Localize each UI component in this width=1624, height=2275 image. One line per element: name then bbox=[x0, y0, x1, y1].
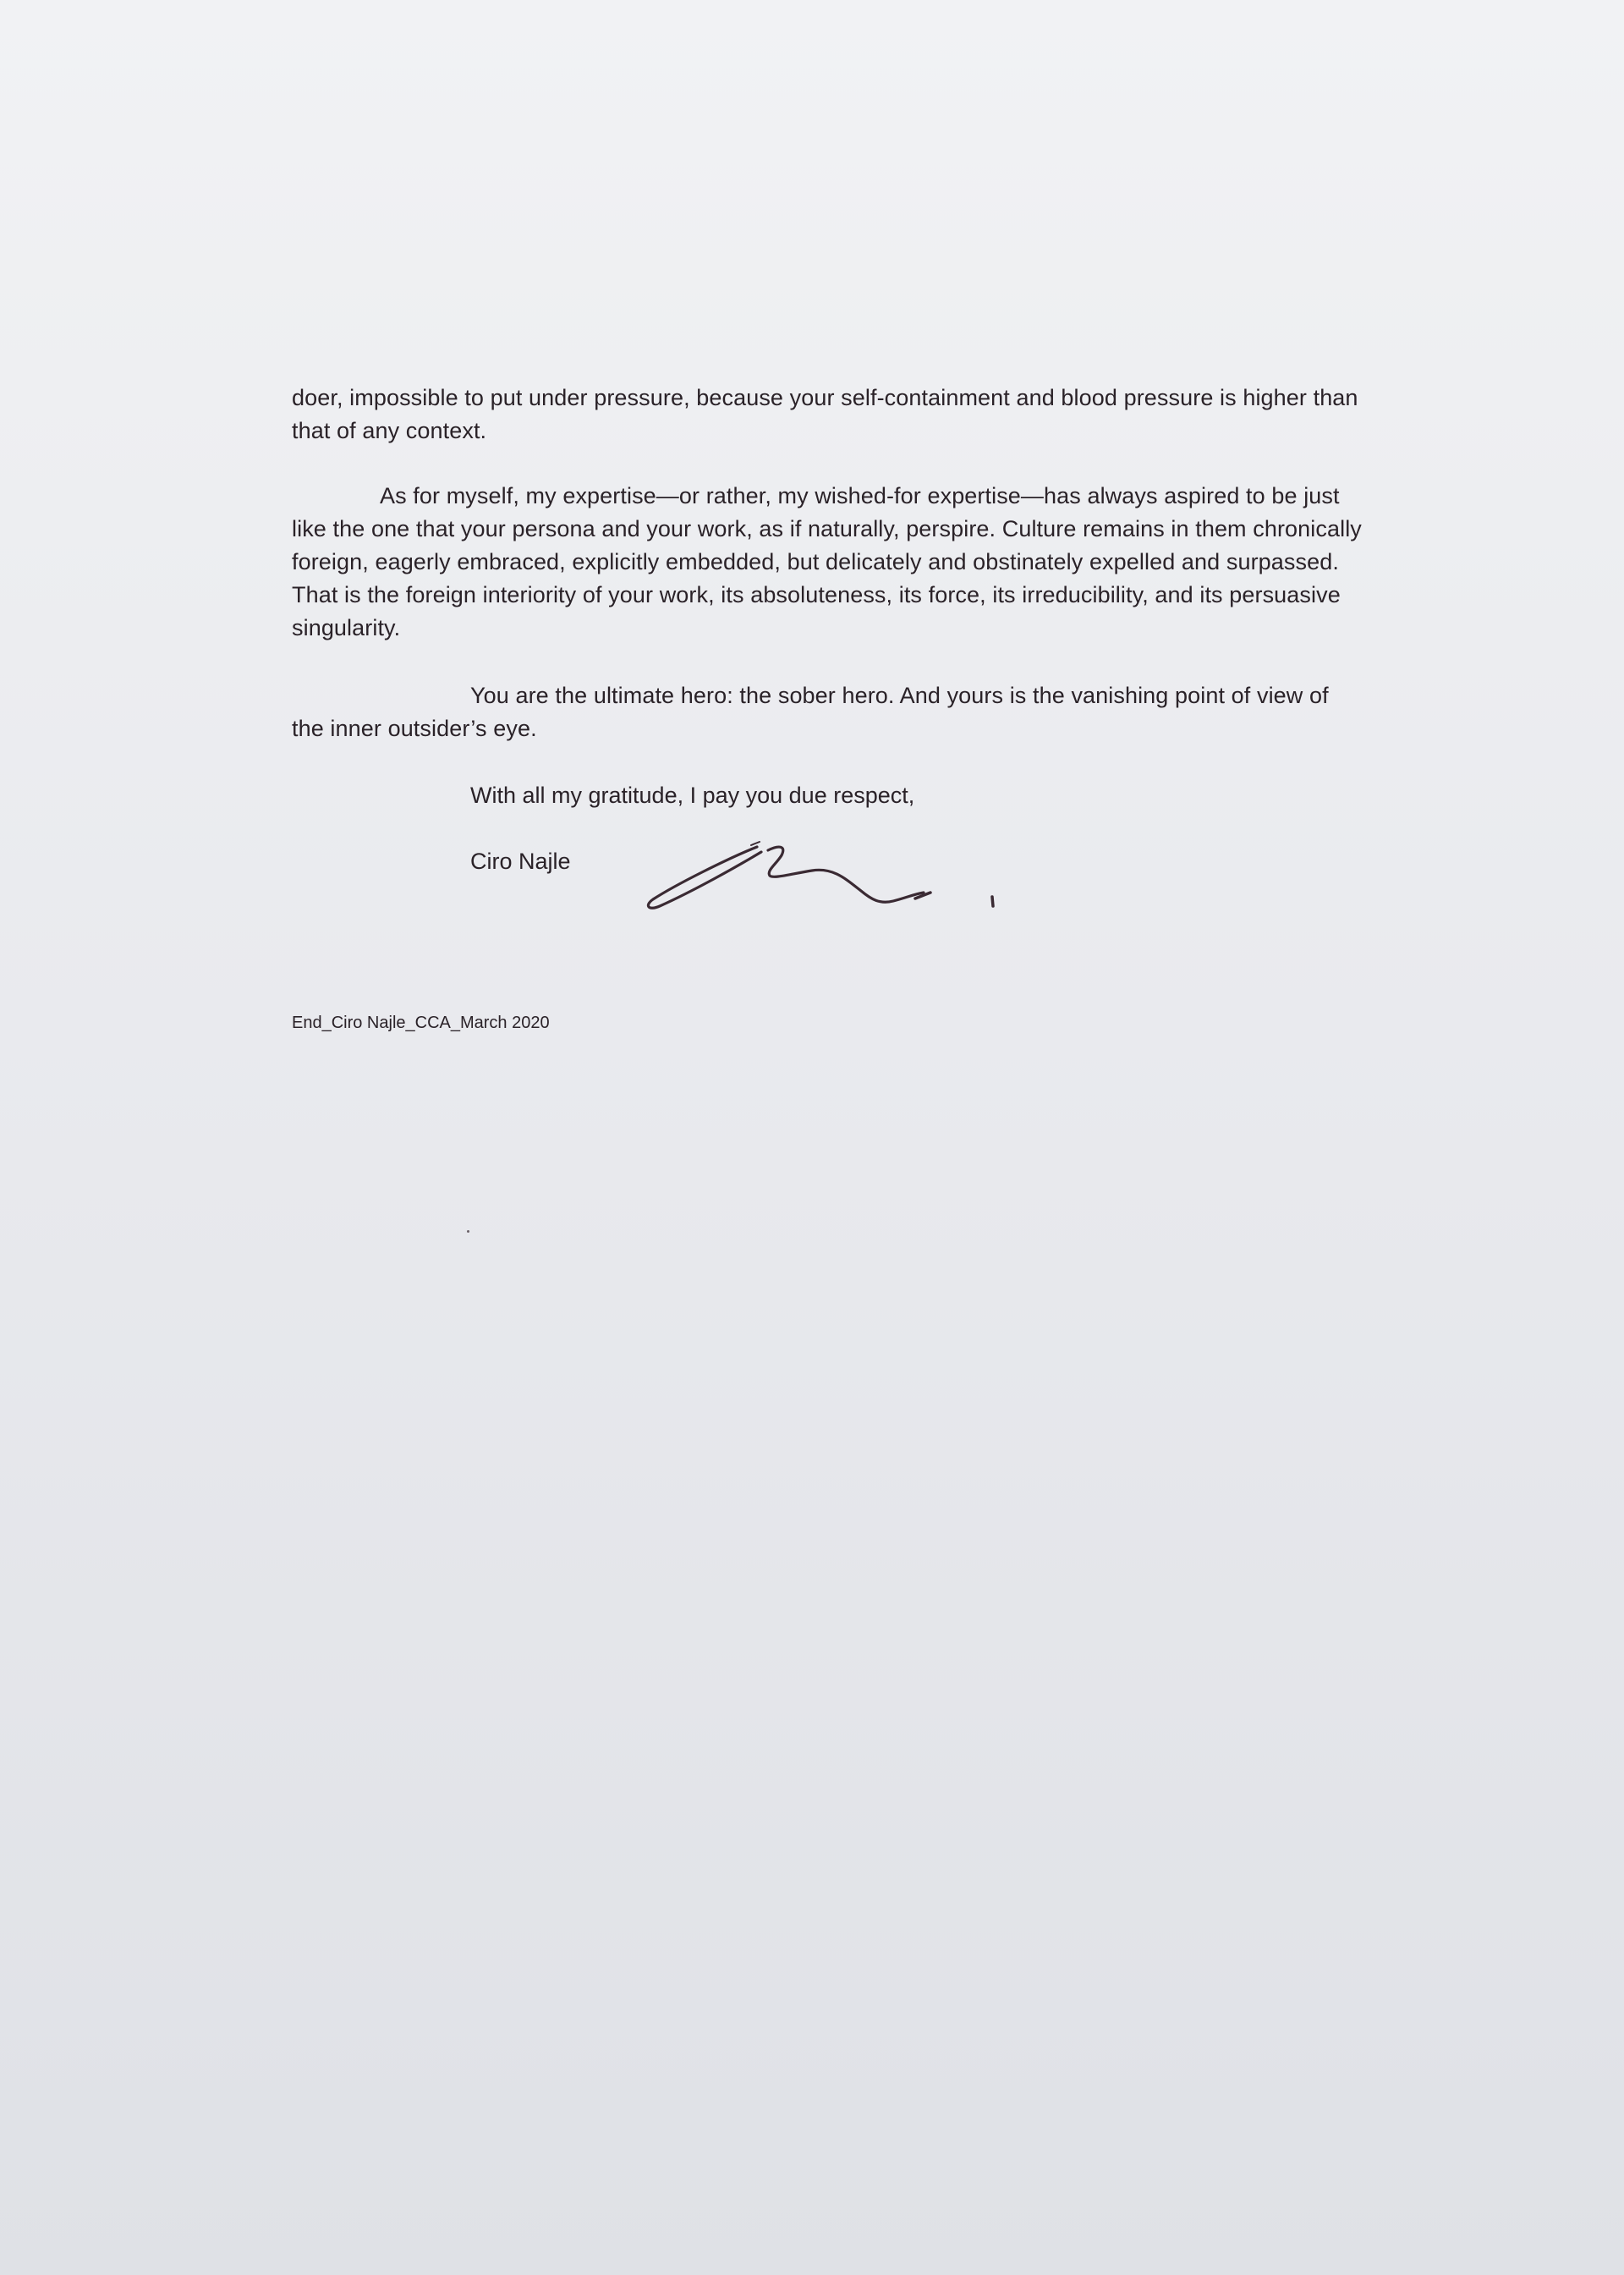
paper-speck bbox=[467, 1230, 469, 1233]
signer-name: Ciro Najle bbox=[470, 849, 571, 874]
handwritten-signature-icon bbox=[643, 833, 1015, 926]
closing-line: With all my gratitude, I pay you due respect, bbox=[470, 783, 915, 808]
document-reference: End_Ciro Najle_CCA_March 2020 bbox=[292, 1014, 550, 1032]
body-paragraph-2: As for myself, my expertise—or rather, my wished-for expertise—has always aspired to be just like the one that your persona and your work, as if naturally, perspire. Culture remains in them chronically foreign, eagerly embraced, explicitly embedded, but delicately and obstinately expelled and surpassed. That is the foreign interiority of your work, its absoluteness, its force, its irreducibility, and its persuasive singularity. bbox=[292, 483, 1362, 640]
body-paragraph-1: doer, impossible to put under pressure, because your self-containment and blood pressure is higher than that of any context. bbox=[292, 385, 1358, 443]
body-paragraph-3: You are the ultimate hero: the sober hero. And yours is the vanishing point of view of the inner outsider’s eye. bbox=[292, 683, 1329, 741]
